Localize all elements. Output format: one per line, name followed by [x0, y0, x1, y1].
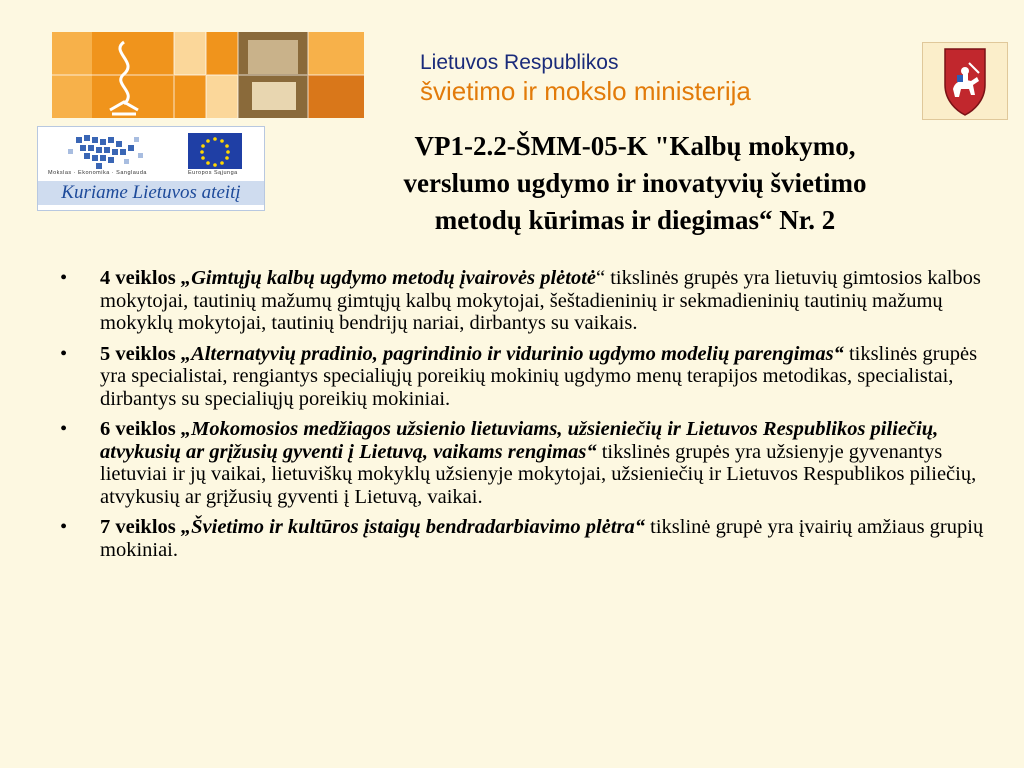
activity-label: 4 veiklos	[100, 267, 176, 289]
activity-name: „Mokomosios medžiagos užsienio lietuviams, užsieniečių ir Lietuvos Respublikos piliečių, atvykusių ar grįžusių gyventi į Lietuvą, vaikams rengimas“	[100, 418, 939, 463]
bullet: •	[60, 267, 68, 289]
eu-logo-small-right: Europos Sąjunga	[188, 170, 238, 176]
list-item	[60, 343, 995, 411]
banner-graphic	[52, 32, 364, 118]
activities-list	[60, 267, 995, 569]
ministry-name	[420, 50, 751, 106]
activity-text: tikslinės grupės yra specialistai, rengiantys specialiųjų poreikių mokinių ugdymo menų terapijos metodikas, specialistai, dirbantys su specialiųjų poreikių mokiniai.	[100, 342, 978, 410]
bullet: •	[60, 418, 68, 440]
eu-project-logo	[37, 126, 265, 211]
coat-of-arms-logo	[922, 42, 1008, 120]
bullet: •	[60, 342, 68, 365]
header-banner-image	[52, 32, 364, 118]
title-line1: VP1-2.2-ŠMM-05-K "Kalbų mokymo,	[414, 131, 856, 161]
list-item	[60, 516, 995, 561]
vytis-shield-icon	[923, 43, 1007, 119]
activity-label: 6 veiklos	[100, 418, 176, 440]
activity-name: „Gimtųjų kalbų ugdymo metodų įvairovės plėtotė	[180, 267, 596, 289]
activity-label: 7 veiklos	[100, 516, 176, 538]
list-item	[60, 418, 995, 508]
activity-name: „Švietimo ir kultūros įstaigų bendradarbiavimo plėtra“	[180, 516, 646, 538]
eu-logo-small-left: Mokslas · Ekonomika · Sanglauda	[48, 170, 147, 176]
list-item	[60, 267, 995, 335]
title-line3: metodų kūrimas ir diegimas“ Nr. 2	[434, 205, 836, 235]
activity-text: “ tikslinės grupės yra lietuvių gimtosios kalbos mokytojai, tautinių mažumų gimtųjų kalbų mokytojai, šeštadieninių ir sekmadieninių tautinių mažumų mokyklų mokytojai, tautinių bendrijų nariai, dirbantys su vaikais.	[100, 267, 981, 334]
ministry-name-line2: švietimo ir mokslo ministerija	[420, 76, 751, 106]
ministry-name-line1: Lietuvos Respublikos	[420, 51, 619, 74]
bullet: •	[60, 516, 68, 538]
activity-text: tikslinė grupė yra įvairių amžiaus grupių mokiniai.	[100, 516, 984, 561]
title-line2: verslumo ugdymo ir inovatyvių švietimo	[403, 168, 867, 198]
activity-label: 5 veiklos	[100, 342, 176, 365]
page-title	[320, 128, 950, 239]
activity-name: „Alternatyvių pradinio, pagrindinio ir vidurinio ugdymo modelių parengimas“	[180, 342, 844, 365]
eu-logo-tagline: Kuriame Lietuvos ateitį	[38, 181, 264, 205]
activity-text: tikslinės grupės yra užsienyje gyvenantys lietuviai ir jų vaikai, lietuviškų mokyklų užsienyje mokytojai, užsieniečių ir Lietuvos Respublikos piliečių, atvykusių ar grįžusių gyventi į Lietuvą, vaikai.	[100, 440, 977, 508]
